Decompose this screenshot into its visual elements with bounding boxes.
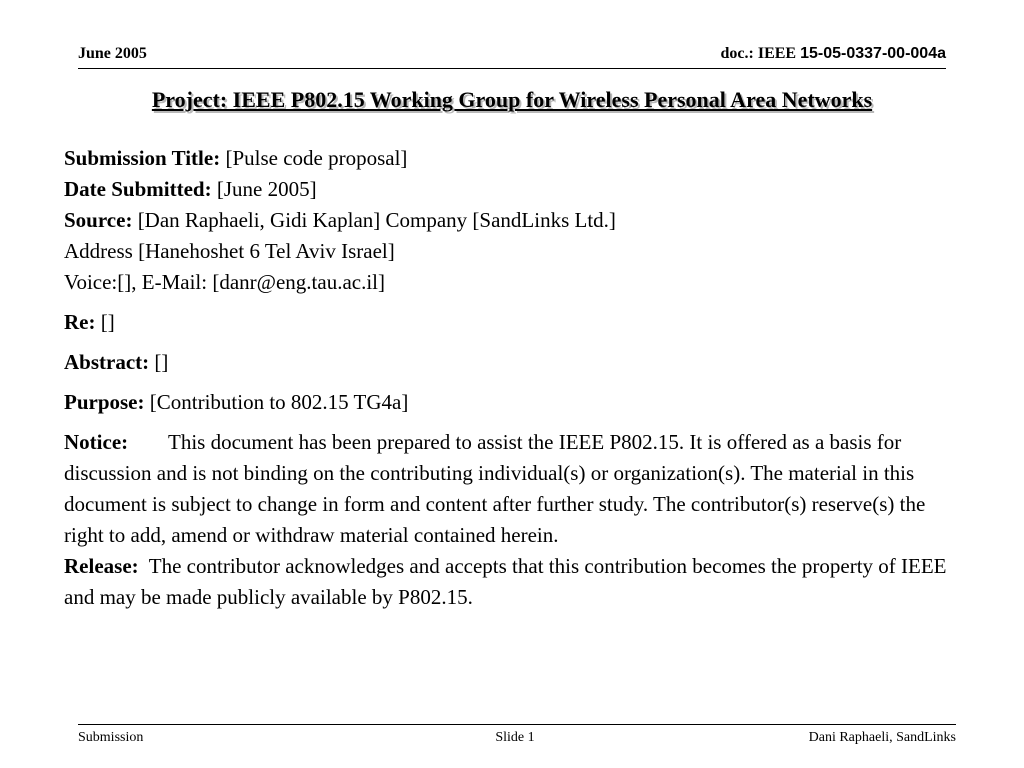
project-title: Project: IEEE P802.15 Working Group for Wireless Personal Area Networks <box>151 87 873 112</box>
header-rule <box>78 68 946 69</box>
submission-title-value: [Pulse code proposal] <box>225 146 408 170</box>
notice-paragraph <box>64 427 964 551</box>
abstract-value: [] <box>154 350 169 374</box>
source-label: Source: <box>64 208 133 232</box>
footer-left: Submission <box>78 730 144 745</box>
source-line <box>64 205 964 236</box>
footer-author: Dani Raphaeli, SandLinks <box>808 730 956 745</box>
submission-body <box>64 143 964 613</box>
source-value: [Dan Raphaeli, Gidi Kaplan] Company [SandLinks Ltd.] <box>137 208 616 232</box>
release-label: Release: <box>64 554 139 578</box>
re-line <box>64 307 964 338</box>
abstract-label: Abstract: <box>64 350 150 374</box>
notice-text: This document has been prepared to assist the IEEE P802.15. It is offered as a basis for discussion and is not binding on the contributing individual(s) or organization(s). The material in this document is subject to change in form and content after further study. The contributor(s) reserve(s) the right to add, amend or withdraw material contained herein. <box>64 430 926 547</box>
notice-label: Notice: <box>64 430 129 454</box>
release-paragraph <box>64 551 964 613</box>
contact-line: Voice:[], E-Mail: [danr@eng.tau.ac.il] <box>64 270 385 294</box>
abstract-line <box>64 347 964 378</box>
footer-slide-number: Slide 1 <box>495 730 535 745</box>
submission-title-line <box>64 143 964 174</box>
address-line: Address [Hanehoshet 6 Tel Aviv Israel] <box>64 239 395 263</box>
date-submitted-label: Date Submitted: <box>64 177 212 201</box>
submission-title-label: Submission Title: <box>64 146 221 170</box>
purpose-label: Purpose: <box>64 390 145 414</box>
purpose-line <box>64 387 964 418</box>
footer-rule <box>78 724 956 725</box>
doc-prefix: doc.: IEEE <box>720 45 801 62</box>
header-doc-id <box>721 44 946 64</box>
re-label: Re: <box>64 310 96 334</box>
date-submitted-line <box>64 174 964 205</box>
re-value: [] <box>100 310 115 334</box>
header-date: June 2005 <box>78 45 147 62</box>
release-text: The contributor acknowledges and accepts that this contribution becomes the property of IEEE and may be made publicly available by P802.15. <box>64 554 947 609</box>
date-submitted-value: [June 2005] <box>216 177 317 201</box>
doc-number: 15-05-0337-00-004a <box>800 45 946 62</box>
purpose-value: [Contribution to 802.15 TG4a] <box>149 390 409 414</box>
